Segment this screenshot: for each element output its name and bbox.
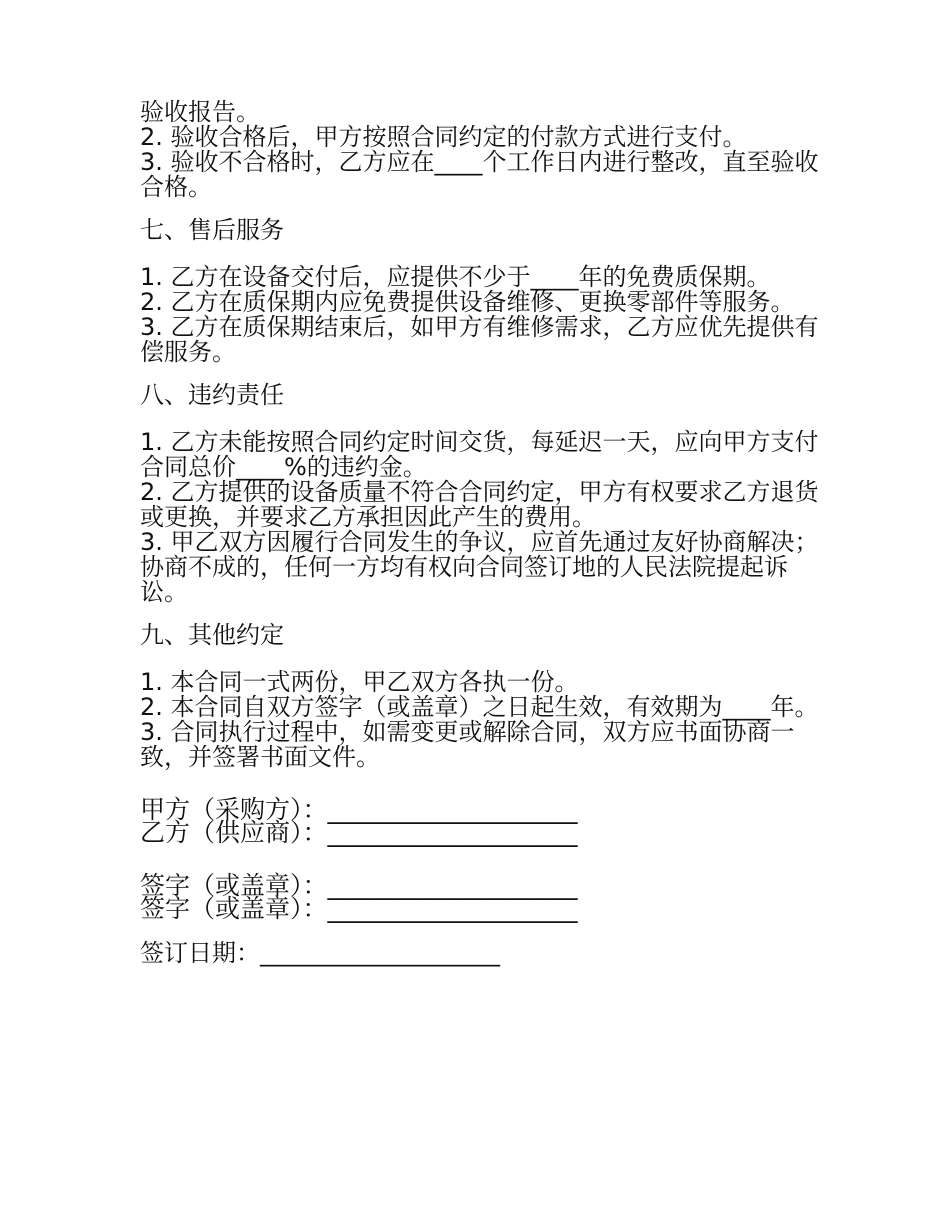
section-breach xyxy=(140,430,820,605)
sign-date-line: 签订日期：____________________ xyxy=(140,939,500,967)
list-item: 1. 本合同一式两份，甲乙双方各执一份。 xyxy=(140,668,579,696)
list-item: 3. 合同执行过程中，如需变更或解除合同，双方应书面协商一致，并签署书面文件。 xyxy=(140,718,795,771)
section-heading-after-sales: 七、售后服务 xyxy=(140,216,284,244)
list-item: 3. 乙方在质保期结束后，如甲方有维修需求，乙方应优先提供有偿服务。 xyxy=(140,313,819,366)
section-heading-breach: 八、违约责任 xyxy=(140,381,284,409)
party-a-line: 甲方（采购方）：____________________ xyxy=(140,795,578,824)
section-heading-other: 九、其他约定 xyxy=(140,621,284,649)
section-other xyxy=(140,670,820,770)
signature-block xyxy=(140,795,820,967)
list-item: 2. 乙方在质保期内应免费提供设备维修、更换零部件等服务。 xyxy=(140,288,795,316)
section-after-sales xyxy=(140,265,820,365)
paragraph: 3. 验收不合格时，乙方应在____个工作日内进行整改，直至验收合格。 xyxy=(140,148,819,201)
list-item: 2. 乙方提供的设备质量不符合合同约定，甲方有权要求乙方退货或更换，并要求乙方承担因此产生的费用。 xyxy=(140,478,819,531)
paragraph: 2. 验收合格后，甲方按照合同约定的付款方式进行支付。 xyxy=(140,123,747,151)
list-item: 1. 乙方未能按照合同约定时间交货，每延迟一天，应向甲方支付合同总价____%的违约金。 xyxy=(140,428,819,481)
section-acceptance-tail xyxy=(140,100,820,200)
list-item: 3. 甲乙双方因履行合同发生的争议，应首先通过友好协商解决；协商不成的，任何一方均有权向合同签订地的人民法院提起诉讼。 xyxy=(140,528,819,606)
list-item: 2. 本合同自双方签字（或盖章）之日起生效，有效期为____年。 xyxy=(140,693,819,721)
signature-a-line: 签字（或盖章）：____________________ xyxy=(140,871,578,900)
list-item: 1. 乙方在设备交付后，应提供不少于____年的免费质保期。 xyxy=(140,263,771,291)
paragraph: 验收报告。 xyxy=(140,98,260,126)
contract-content xyxy=(140,100,820,965)
signature-b-line: 签字（或盖章）：____________________ xyxy=(140,894,578,923)
party-b-line: 乙方（供应商）：____________________ xyxy=(140,818,578,847)
